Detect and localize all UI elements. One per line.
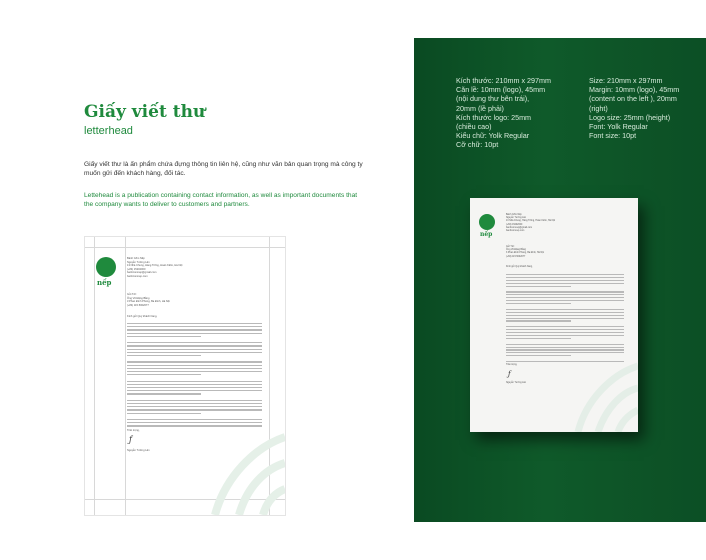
letterhead-flat-mockup: [84, 236, 286, 516]
text-line: [127, 406, 262, 407]
text-line: [127, 345, 262, 346]
text-line: [506, 280, 624, 281]
text-line: [127, 387, 262, 388]
right-panel: [414, 38, 706, 522]
text-line: [506, 320, 571, 321]
text-line: [127, 361, 262, 362]
text-line: [127, 323, 262, 324]
text-line: [127, 333, 262, 334]
text-line: [127, 374, 201, 375]
text-line: [506, 297, 624, 298]
spec-line: Kích thước: 210mm x 297mm: [456, 76, 552, 85]
text-line: [127, 329, 262, 330]
signature-image: ƒ: [508, 370, 511, 378]
text-line: [127, 413, 201, 414]
description-vietnamese: Giấy viết thư là ấn phẩm chứa đựng thông tin liên hệ, cũng như văn bản quan trọng mà công ty muốn gửi đến khách hàng, đối tác.: [84, 161, 363, 177]
text-line: [506, 326, 624, 327]
text-line: [127, 384, 262, 385]
text-line: [127, 368, 262, 369]
text-line: [506, 286, 571, 287]
spec-line: Logo size: 25mm (height): [589, 112, 671, 122]
sender-info: Bánh Cốm Nếp Nguyễn Tường Lân 13 Nhà Chung, Hàng Trống, Hoàn Kiếm, Hà Nội (+84) 15202000 banhcomnep@gmail.com banhcomnep.com: [127, 257, 183, 278]
sender-info: Bánh Cốm Nếp Nguyễn Tường Lân 13 Nhà Chung, Hàng Trống, Hoàn Kiếm, Hà Nội (+84) 15202000 banhcomnep@gmail.com banhcomnep.com: [506, 214, 556, 233]
text-line: [127, 352, 262, 353]
section-title: Giấy viết thư: [84, 102, 206, 122]
closing: Trân trọng,: [127, 429, 140, 432]
text-line: [127, 342, 262, 343]
brand-logo-wordmark: nếp: [97, 278, 112, 287]
signer-name: Nguyễn Tường Lân: [506, 382, 526, 384]
text-line: [127, 336, 201, 337]
signer-name: Nguyễn Tường Lân: [127, 449, 150, 452]
text-line: [506, 318, 624, 319]
text-line: [127, 355, 201, 356]
greeting: Kính gửi Quý khách hàng,: [127, 315, 158, 318]
text-line: [127, 365, 262, 366]
margin-guide-left: [94, 237, 95, 515]
text-line: [506, 312, 624, 313]
spec-line: 20mm (lề phải): [456, 103, 504, 113]
text-line: [506, 277, 624, 278]
text-line: [506, 355, 571, 356]
spec-line: Căn lề: 10mm (logo), 45mm: [456, 85, 546, 95]
text-line: [506, 332, 624, 333]
signature-image: ƒ: [129, 435, 132, 444]
spec-line: Kiểu chữ: Yolk Regular: [456, 131, 530, 141]
letterhead-standing-mockup: [470, 198, 638, 432]
text-line: [506, 274, 624, 275]
text-line: [506, 300, 624, 301]
closing: Trân trọng,: [506, 364, 518, 366]
text-line: [127, 371, 262, 372]
spec-line: (nội dung thư bên trái),: [456, 94, 530, 104]
text-line: [506, 303, 571, 304]
text-line: [506, 338, 571, 339]
spec-line: Margin: 10mm (logo), 45mm: [589, 85, 680, 95]
text-line: [127, 326, 262, 327]
spec-line: (content on the left ), 20mm: [589, 94, 677, 104]
text-line: [127, 349, 262, 350]
recipient-info: Gửi Tới: Ông Vũ Đặng Bằng 3 Phan Đình Phùng, Ba Đình, Hà Nội (+84) 115.5002077: [506, 246, 544, 258]
text-line: [506, 294, 624, 295]
specs-english: [589, 76, 679, 140]
text-line: [127, 390, 262, 391]
section-subtitle: letterhead: [84, 125, 133, 137]
description-english: Lettehead is a publication containing contact information, as well as important documents that the company wants to deliver to customers and partners.: [84, 192, 358, 208]
text-line: [506, 291, 624, 292]
specs-vietnamese: [456, 76, 551, 150]
spec-line: (right): [589, 103, 608, 113]
greeting: Kính gửi Quý khách hàng,: [506, 266, 533, 268]
text-line: [127, 393, 201, 394]
recipient-info: Gửi Tới: Ông Vũ Đặng Bằng 3 Phan Đình Phùng, Ba Đình, Hà Nội (+84) 115.5002077: [127, 293, 170, 307]
brand-logo-icon: [96, 257, 116, 277]
text-line: [127, 409, 262, 410]
text-line: [506, 309, 624, 310]
text-line: [506, 315, 624, 316]
margin-guide-content: [125, 237, 126, 515]
spec-line: (chiều cao): [456, 122, 492, 132]
text-line: [127, 381, 262, 382]
text-line: [127, 403, 262, 404]
text-line: [506, 329, 624, 330]
text-line: [127, 400, 262, 401]
spec-line: Font: Yolk Regular: [589, 122, 648, 132]
text-line: [506, 335, 624, 336]
text-line: [506, 283, 624, 284]
decor-arcs-graphic: [570, 348, 638, 432]
spec-line: Font size: 10pt: [589, 131, 637, 141]
spec-line: Kích thước logo: 25mm: [456, 112, 532, 122]
spec-line: Size: 210mm x 297mm: [589, 76, 663, 85]
spec-line: Cỡ chữ: 10pt: [456, 140, 499, 150]
text-line: [506, 344, 624, 345]
brand-logo-wordmark: nếp: [480, 231, 493, 238]
decor-arcs-graphic: [205, 417, 285, 515]
margin-guide-top: [85, 247, 285, 248]
brand-logo-icon: [479, 214, 495, 230]
